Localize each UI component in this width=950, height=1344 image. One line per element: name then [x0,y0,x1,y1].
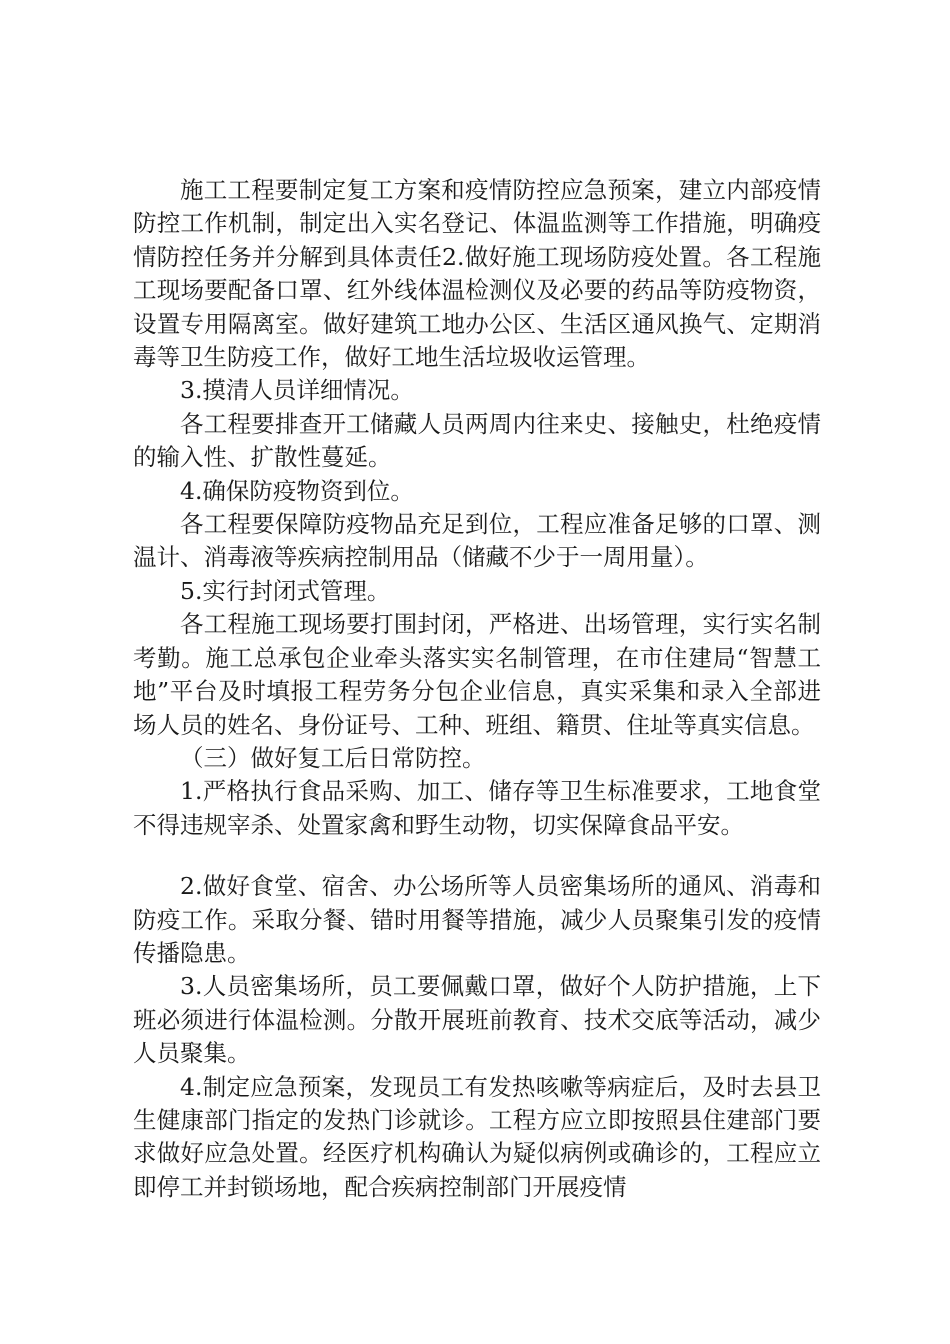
paragraph-closed-management: 各工程施工现场要打围封闭，严格进、出场管理，实行实名制考勤。施工总承包企业牵头落实实名制管理，在市住建局“智慧工地”平台及时填报工程劳务分包企业信息，真实采集和录入全部进场人员的姓名、身份证号、工种、班组、籍贯、住址等真实信息。 [133,610,821,739]
paragraph-supplies: 各工程要保障防疫物品充足到位，工程应准备足够的口罩、测温计、消毒液等疾病控制用品（储藏不少于一周用量）。 [133,510,821,572]
heading-daily-prevention: （三）做好复工后日常防控。 [180,743,486,772]
paragraph-emergency-plan: 4.制定应急预案，发现员工有发热咳嗽等病症后，及时去县卫生健康部门指定的发热门诊就诊。工程方应立即按照县住建部门要求做好应急处置。经医疗机构确认为疑似病例或确诊的，工程应立即停工并封锁场地，配合疾病控制部门开展疫情 [133,1072,821,1201]
heading-closed-management: 5.实行封闭式管理。 [180,576,391,605]
document-body [133,174,821,1204]
paragraph-construction-plan: 施工工程要制定复工方案和疫情防控应急预案，建立内部疫情防控工作机制，制定出入实名登记、体温监测等工作措施，明确疫情防控任务并分解到具体责任2.做好施工现场防疫处置。各工程施工现场要配备口罩、红外线体温检测仪及必要的药品等防疫物资，设置专用隔离室。做好建筑工地办公区、生活区通风换气、定期消毒等卫生防疫工作，做好工地生活垃圾收运管理。 [133,176,821,372]
heading-personnel-check: 3.摸清人员详细情况。 [180,376,414,405]
paragraph-gap [133,842,821,870]
heading-supplies: 4.确保防疫物资到位。 [180,476,414,505]
paragraph-masks: 3.人员密集场所，员工要佩戴口罩，做好个人防护措施，上下班必须进行体温检测。分散开展班前教育、技术交底等活动，减少人员聚集。 [133,972,821,1068]
paragraph-ventilation: 2.做好食堂、宿舍、办公场所等人员密集场所的通风、消毒和防疫工作。采取分餐、错时用餐等措施，减少人员聚集引发的疫情传播隐患。 [133,872,821,967]
paragraph-personnel-check: 各工程要排查开工储藏人员两周内往来史、接触史，杜绝疫情的输入性、扩散性蔓延。 [133,409,821,472]
paragraph-food-safety: 1.严格执行食品采购、加工、储存等卫生标准要求，工地食堂不得违规宰杀、处置家禽和野生动物，切实保障食品平安。 [133,777,821,839]
